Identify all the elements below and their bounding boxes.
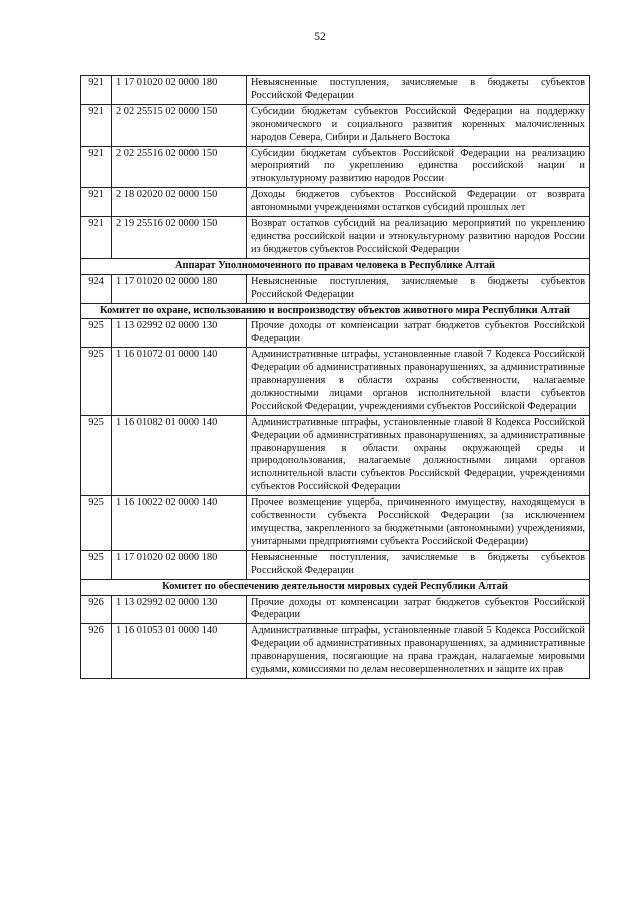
section-title: Аппарат Уполномоченного по правам человека в Республике Алтай	[81, 258, 590, 274]
table-row	[81, 146, 590, 188]
budget-code-cell: 1 16 01082 01 0000 140	[112, 415, 247, 495]
revenue-name-cell: Прочее возмещение ущерба, причиненного имуществу, находящемуся в собственности субъекта Российской Федерации (за исключением имущества, закрепленного за бюджетными (автономными) учреждениями, унитарными предприятиями субъекта Российской Федерации)	[247, 496, 590, 551]
admin-code-cell: 921	[81, 217, 112, 259]
budget-code-cell: 2 02 25516 02 0000 150	[112, 146, 247, 188]
budget-code-cell: 2 18 02020 02 0000 150	[112, 188, 247, 217]
table-row	[81, 595, 590, 624]
revenue-name-cell: Административные штрафы, установленные главой 5 Кодекса Российской Федерации об административных правонарушениях, за административные правонарушения, посягающие на права граждан, налагаемые мировыми судьями, комиссиями по делам несовершеннолетних и защите их прав	[247, 624, 590, 679]
table-row	[81, 319, 590, 348]
admin-code-cell: 921	[81, 146, 112, 188]
admin-code-cell: 921	[81, 188, 112, 217]
revenue-name-cell: Субсидии бюджетам субъектов Российской Федерации на поддержку экономического и социального развития коренных малочисленных народов Севера, Сибири и Дальнего Востока	[247, 104, 590, 146]
revenue-name-cell: Прочие доходы от компенсации затрат бюджетов субъектов Российской Федерации	[247, 319, 590, 348]
admin-code-cell: 926	[81, 595, 112, 624]
table-row	[81, 550, 590, 579]
budget-code-cell: 1 17 01020 02 0000 180	[112, 76, 247, 105]
admin-code-cell: 925	[81, 415, 112, 495]
revenue-name-cell: Возврат остатков субсидий на реализацию мероприятий по укреплению единства российской нации и этнокультурному развитию народов России из бюджетов субъектов Российской Федерации	[247, 217, 590, 259]
admin-code-cell: 925	[81, 348, 112, 416]
budget-code-cell: 2 02 25515 02 0000 150	[112, 104, 247, 146]
budget-code-cell: 1 16 10022 02 0000 140	[112, 496, 247, 551]
admin-code-cell: 925	[81, 496, 112, 551]
table-row	[81, 76, 590, 105]
table-row	[81, 415, 590, 495]
budget-code-cell: 1 13 02992 02 0000 130	[112, 595, 247, 624]
revenue-name-cell: Невыясненные поступления, зачисляемые в бюджеты субъектов Российской Федерации	[247, 76, 590, 105]
revenue-name-cell: Доходы бюджетов субъектов Российской Федерации от возврата автономными учреждениями остатков субсидий прошлых лет	[247, 188, 590, 217]
table-row	[81, 496, 590, 551]
revenue-name-cell: Невыясненные поступления, зачисляемые в бюджеты субъектов Российской Федерации	[247, 550, 590, 579]
budget-code-cell: 1 16 01053 01 0000 140	[112, 624, 247, 679]
revenue-name-cell: Административные штрафы, установленные главой 8 Кодекса Российской Федерации об административных правонарушениях, за административные правонарушения в области охраны окружающей среды и природопользования, налагаемые должностными лицами органов исполнительной власти субъектов Российской Федерации, учреждениями субъектов Российской Федерации	[247, 415, 590, 495]
revenue-name-cell: Субсидии бюджетам субъектов Российской Федерации на реализацию мероприятий по укреплению единства российской нации и этнокультурному развитию народов России	[247, 146, 590, 188]
budget-code-cell: 1 17 01020 02 0000 180	[112, 274, 247, 303]
table-body	[81, 76, 590, 679]
admin-code-cell: 921	[81, 76, 112, 105]
admin-code-cell: 925	[81, 319, 112, 348]
table-row	[81, 348, 590, 416]
revenue-name-cell: Невыясненные поступления, зачисляемые в бюджеты субъектов Российской Федерации	[247, 274, 590, 303]
budget-code-cell: 1 16 01072 01 0000 140	[112, 348, 247, 416]
section-header-row	[81, 579, 590, 595]
table-row	[81, 624, 590, 679]
admin-code-cell: 924	[81, 274, 112, 303]
page-number: 52	[314, 31, 326, 43]
section-title: Комитет по охране, использованию и воспроизводству объектов животного мира Республики Алтай	[81, 303, 590, 319]
revenue-name-cell: Административные штрафы, установленные главой 7 Кодекса Российской Федерации об административных правонарушениях, за административные правонарушения в области охраны собственности, налагаемые должностными лицами органов исполнительной власти субъектов Российской Федерации, учреждениями субъектов Российской Федерации	[247, 348, 590, 416]
section-title: Комитет по обеспечению деятельности мировых судей Республики Алтай	[81, 579, 590, 595]
table-row	[81, 104, 590, 146]
revenue-name-cell: Прочие доходы от компенсации затрат бюджетов субъектов Российской Федерации	[247, 595, 590, 624]
table-row	[81, 217, 590, 259]
revenue-classification-table	[80, 75, 590, 679]
section-header-row	[81, 258, 590, 274]
section-header-row	[81, 303, 590, 319]
table-row	[81, 188, 590, 217]
admin-code-cell: 926	[81, 624, 112, 679]
budget-code-cell: 2 19 25516 02 0000 150	[112, 217, 247, 259]
table-row	[81, 274, 590, 303]
admin-code-cell: 921	[81, 104, 112, 146]
admin-code-cell: 925	[81, 550, 112, 579]
budget-code-cell: 1 13 02992 02 0000 130	[112, 319, 247, 348]
budget-code-cell: 1 17 01020 02 0000 180	[112, 550, 247, 579]
